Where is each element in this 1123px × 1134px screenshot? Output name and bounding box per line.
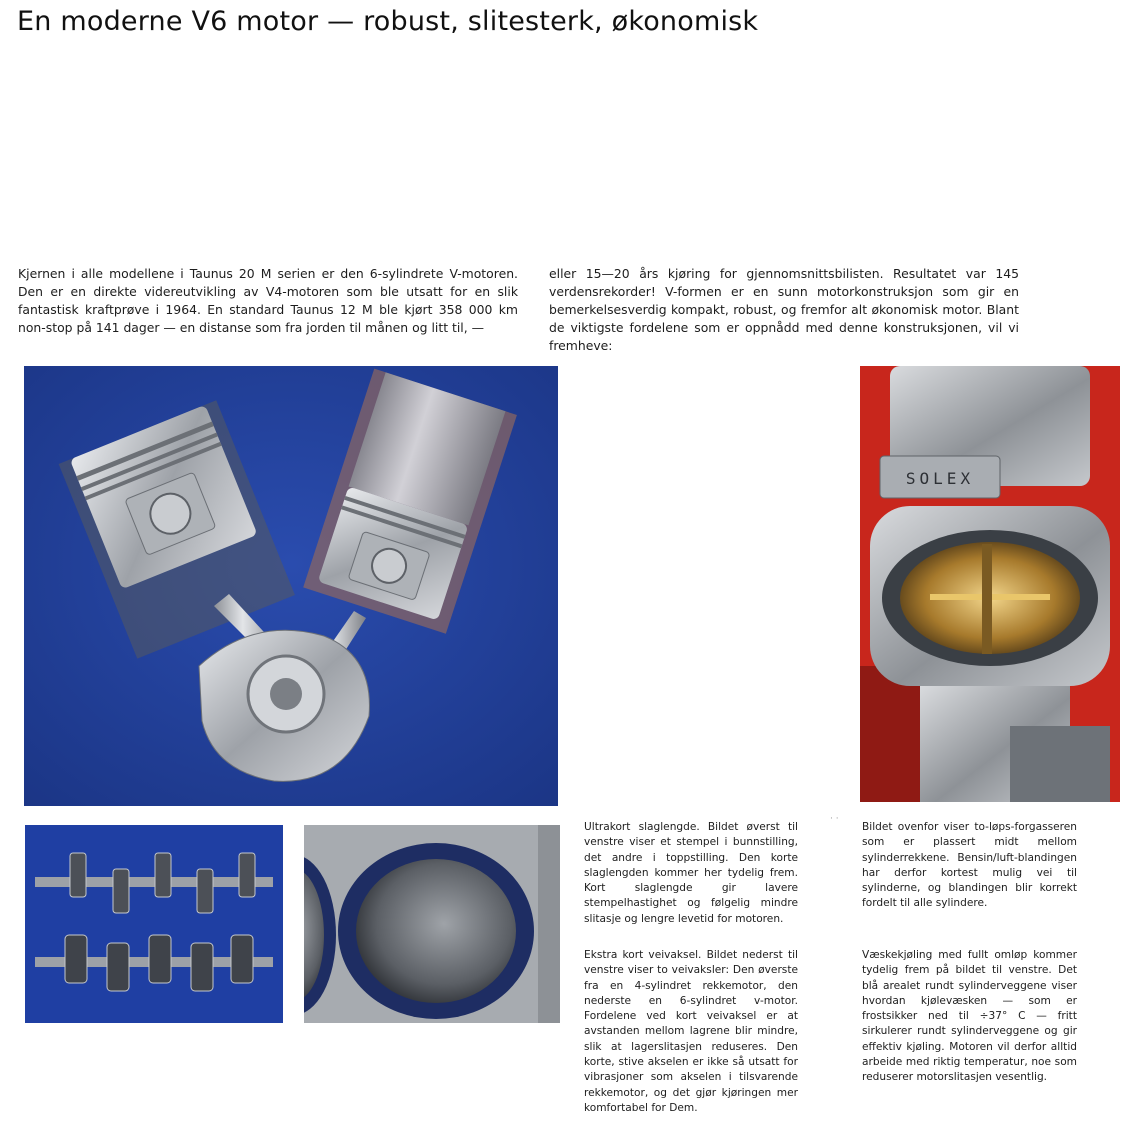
caption-crankshaft: Ekstra kort veivaksel. Bildet nederst til venstre viser to veivaksler: Den øverste fra en 4-sylindret rekkemotor, den nederste en 6-sylindret v-motor. Fordelene ved kort veivaksel er at avstanden mellom lagrene blir mindre, slik at lagerslitasjen reduseres. Den korte, stive akselen er ikke så utsatt for vibrasjoner som akselen i tilsvarende rekkemotor, og det gjør kjøringen mer komfortabel for Dem. — [584, 949, 798, 1114]
decorative-dots: · · — [830, 814, 839, 824]
intro-text-left: Kjernen i alle modellene i Taunus 20 M serien er den 6-sylindrete V-motoren. Den er en direkte videreutvikling av V4-motoren som ble utsatt for en slik fantastisk kraftprøve i 1964. En standard Taunus 12 M ble kjørt 358 000 km non-stop på 141 dager — en distanse som fra jorden til månen og litt til, — — [18, 266, 518, 335]
cylinder-block-photo — [304, 825, 560, 1023]
caption-stroke: Ultrakort slaglengde. Bildet øverst til venstre viser et stempel i bunnstilling, det andre i toppstilling. Den korte slaglengden kommer her tydelig frem. Kort slaglengde gir lavere stempelhastighet og følgelig mindre slitasje og lengre levetid for motoren. — [584, 821, 798, 925]
pistons-photo — [24, 366, 558, 806]
carburetor-photo — [860, 366, 1120, 802]
caption-carburetor: Bildet ovenfor viser to-løps-forgasseren som er plassert midt mellom sylinderrekkene. Bensin/luft-blandingen har derfor kortest mulig vei til sylinderne, og blandingen blir korrekt fordelt til alle sylindere. — [862, 821, 1077, 910]
intro-text-right: eller 15—20 års kjøring for gjennomsnittsbilisten. Resultatet var 145 verdensrekorder! V-formen er en sunn motorkonstruksjon som gir en bemerkelsesverdig kompakt, robust, og fremfor alt økonomisk motor. Blant de viktigste fordelene som er oppnådd med denne konstruksjonen, vil vi fremheve: — [549, 266, 1019, 353]
page-title: En moderne V6 motor — robust, slitesterk, økonomisk — [17, 6, 759, 37]
solex-label: SOLEX — [905, 469, 975, 488]
crankshafts-photo — [25, 825, 283, 1023]
caption-cooling: Væskekjøling med fullt omløp kommer tydelig frem på bildet til venstre. Det blå arealet rundt sylinderveggene viser hvordan kjølevæsken — som er frostsikker ned til ÷37° C — fritt sirkulerer rundt sylinderveggene og gir effektiv kjøling. Motoren vil derfor alltid arbeide med riktig temperatur, noe som reduserer motorslitasjen vesentlig. — [862, 949, 1077, 1084]
